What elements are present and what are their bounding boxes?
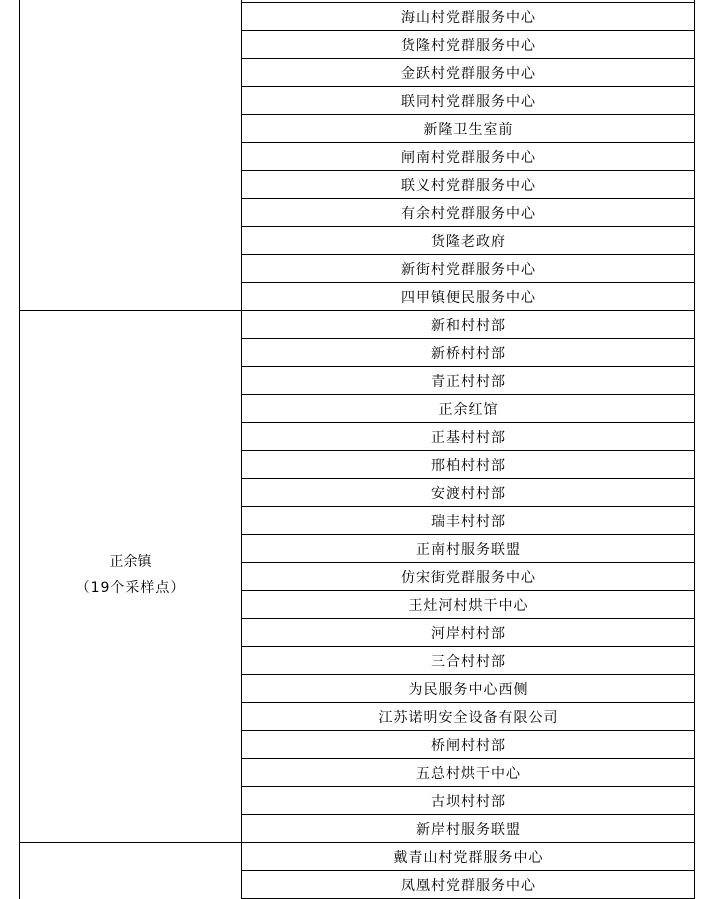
site-cell: 新隆卫生室前 — [423, 122, 514, 138]
town-cell-zhengyu — [19, 549, 242, 601]
row-divider — [241, 310, 695, 311]
site-cell: 安渡村村部 — [431, 486, 506, 502]
site-cell: 三合村村部 — [431, 654, 506, 670]
site-cell: 江苏诺明安全设备有限公司 — [378, 710, 559, 726]
site-cell: 海山村党群服务中心 — [401, 10, 536, 26]
row-divider — [241, 142, 695, 143]
row-divider — [241, 562, 695, 563]
site-cell: 联义村党群服务中心 — [401, 178, 536, 194]
site-cell: 新街村党群服务中心 — [401, 262, 536, 278]
row-divider — [241, 842, 695, 843]
town-name: 正余镇 — [109, 554, 152, 570]
row-divider — [241, 506, 695, 507]
site-cell: 邢柏村村部 — [431, 458, 506, 474]
row-divider — [241, 366, 695, 367]
row-divider — [241, 114, 695, 115]
site-cell: 凤凰村党群服务中心 — [401, 878, 536, 894]
site-cell: 五总村烘干中心 — [416, 766, 521, 782]
row-divider — [241, 170, 695, 171]
row-divider — [241, 702, 695, 703]
row-divider — [241, 254, 695, 255]
row-divider — [241, 394, 695, 395]
row-divider — [241, 338, 695, 339]
site-cell: 古坝村村部 — [431, 794, 506, 810]
row-divider — [241, 534, 695, 535]
row-divider — [241, 198, 695, 199]
site-cell: 青正村村部 — [431, 374, 506, 390]
row-divider — [241, 478, 695, 479]
row-divider — [241, 618, 695, 619]
group-divider — [19, 842, 242, 843]
group-divider — [19, 310, 242, 311]
site-cell: 河岸村村部 — [431, 626, 506, 642]
row-divider — [241, 814, 695, 815]
row-divider — [241, 646, 695, 647]
site-cell: 为民服务中心西侧 — [408, 682, 529, 698]
site-cell: 闸南村党群服务中心 — [401, 150, 536, 166]
site-cell: 新和村村部 — [431, 318, 506, 334]
site-cell: 新岸村服务联盟 — [416, 822, 521, 838]
site-cell: 仿宋街党群服务中心 — [401, 570, 536, 586]
site-cell: 瑞丰村村部 — [431, 514, 506, 530]
row-divider — [241, 870, 695, 871]
site-cell: 戴青山村党群服务中心 — [393, 850, 544, 866]
row-divider — [241, 58, 695, 59]
row-divider — [241, 226, 695, 227]
town-site-count: （19个采样点） — [75, 580, 186, 596]
row-divider — [241, 450, 695, 451]
row-divider — [241, 282, 695, 283]
site-cell: 金跃村党群服务中心 — [401, 66, 536, 82]
row-divider — [241, 30, 695, 31]
site-cell: 有余村党群服务中心 — [401, 206, 536, 222]
site-cell: 王灶河村烘干中心 — [408, 598, 529, 614]
site-cell: 货隆村党群服务中心 — [401, 38, 536, 54]
row-divider — [241, 2, 695, 3]
row-divider — [241, 590, 695, 591]
site-cell: 联同村党群服务中心 — [401, 94, 536, 110]
row-divider — [241, 86, 695, 87]
site-cell: 货隆老政府 — [431, 234, 506, 250]
site-cell: 正基村村部 — [431, 430, 506, 446]
site-cell: 新桥村村部 — [431, 346, 506, 362]
row-divider — [241, 730, 695, 731]
site-cell: 四甲镇便民服务中心 — [401, 290, 536, 306]
site-cell: 正余红馆 — [438, 402, 499, 418]
table-left-border — [19, 0, 20, 899]
row-divider — [241, 758, 695, 759]
row-divider — [241, 422, 695, 423]
row-divider — [241, 786, 695, 787]
site-cell: 正南村服务联盟 — [416, 542, 521, 558]
site-cell: 桥闸村村部 — [431, 738, 506, 754]
row-divider — [241, 674, 695, 675]
